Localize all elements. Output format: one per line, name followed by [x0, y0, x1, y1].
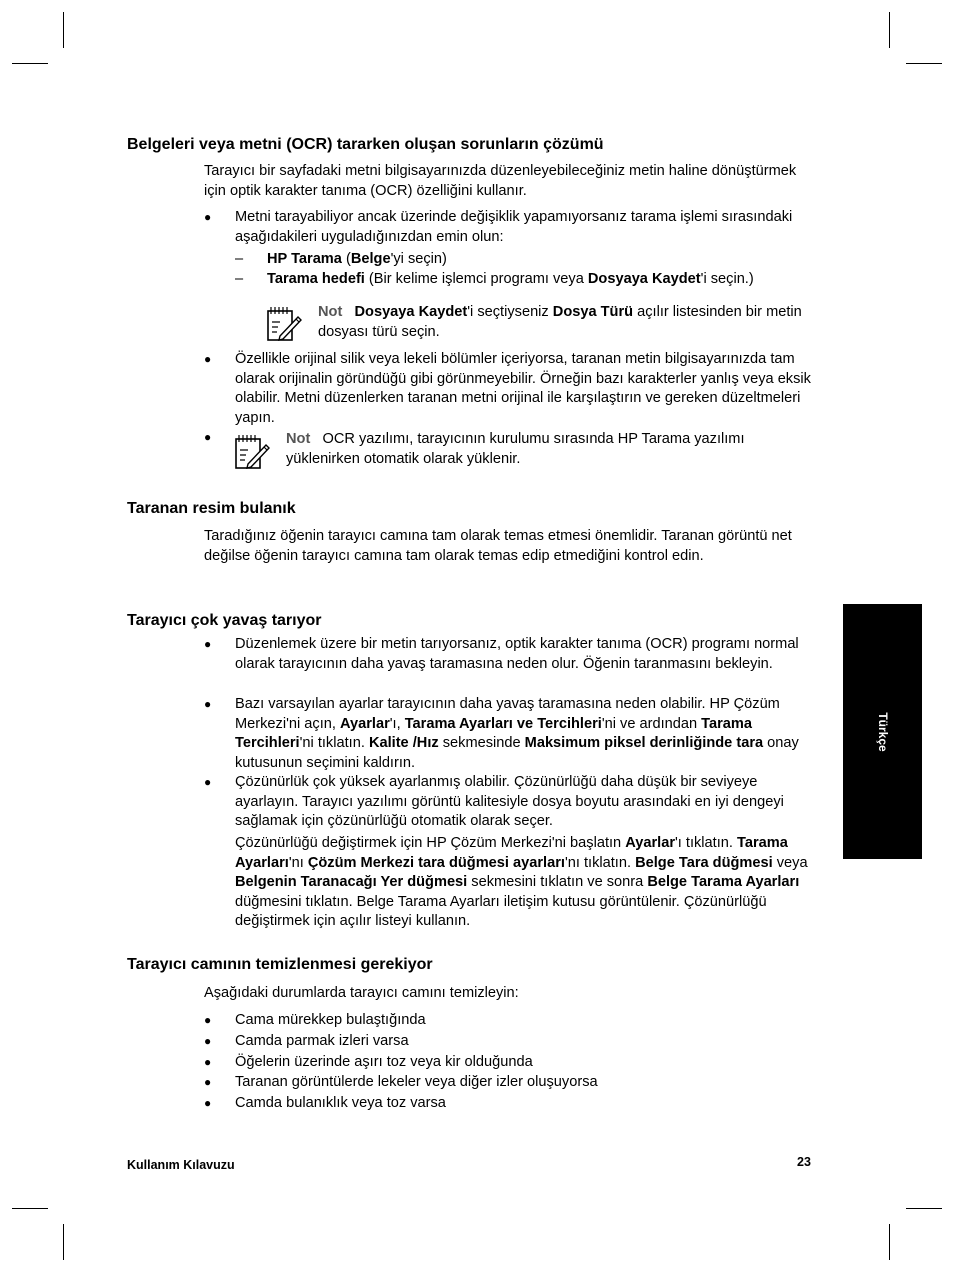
text-run: 'yi seçin) [390, 251, 447, 267]
ui-term: Maksimum piksel derinliğinde tara [524, 735, 764, 752]
bullet-text: Cama mürekkep bulaştığında [235, 1012, 426, 1028]
text-run: 'ni ve ardından [601, 715, 702, 732]
ui-term: Çözüm Merkezi tara düğmesi ayarları [307, 854, 565, 871]
text-run: 'ni tıklatın. [299, 735, 369, 752]
text-run: sekmesini tıklatın ve sonra [467, 874, 648, 891]
footer-title: Kullanım Kılavuzu [127, 1158, 235, 1172]
section-heading-clean: Tarayıcı camının temizlenmesi gerekiyor [127, 956, 433, 973]
text-run: düğmesini tıklatın. Belge Tarama Ayarları iletişim kutusu görüntülenir. Çözünürlüğü değiştirmek için açılır listeyi kullanın. [235, 893, 767, 930]
bullet-icon: ● [204, 1034, 212, 1048]
ui-term: Tarama Ayarları ve Tercihleri [404, 715, 602, 732]
page-number: 23 [797, 1155, 811, 1169]
language-side-tab [843, 604, 922, 859]
text-run: veya [772, 854, 808, 871]
bullet-continuation [235, 834, 815, 932]
section-intro-ocr: Tarayıcı bir sayfadaki metni bilgisayarınızda düzenleyebileceğiniz metin haline dönüştürmek için optik karakter tanıma (OCR) özelliğini kullanır. [204, 163, 797, 199]
sub-item-text [267, 250, 817, 270]
ui-term: Kalite /Hız [368, 735, 439, 752]
note-icon [266, 306, 302, 342]
sub-item-text [267, 270, 817, 290]
bullet-icon: ● [204, 210, 212, 224]
ui-term: Belge Tarama Ayarları [647, 874, 800, 891]
bullet-text: Düzenlemek üzere bir metin tarıyorsanız, optik karakter tanıma (OCR) programı normal olarak tarayıcının daha yavaş taramasına neden olur. Öğenin taranmasını bekleyin. [235, 636, 799, 672]
language-tab-label: Türkçe [876, 712, 890, 752]
note-label: Not [286, 431, 311, 447]
text-run: 'nı tıklatın. [564, 854, 636, 871]
ui-term: Dosyaya Kaydet [354, 304, 468, 320]
text-run: 'i seçtiyseniz [467, 304, 553, 320]
text-run: 'nı [288, 854, 308, 871]
bullet-icon: ● [204, 1075, 212, 1089]
section-heading-blurry: Taranan resim bulanık [127, 500, 296, 517]
ui-term: Belge Tara düğmesi [635, 854, 773, 871]
bullet-text: Metni tarayabiliyor ancak üzerinde değişiklik yapamıyorsanız tarama işlemi sırasındaki aşağıdakileri uyguladığınızdan emin olun: [235, 209, 793, 245]
bullet-text: Öğelerin üzerinde aşırı toz veya kir olduğunda [235, 1054, 533, 1070]
ui-term: Dosya Türü [552, 304, 634, 320]
ui-term: Belgenin Taranacağı Yer düğmesi [235, 874, 468, 891]
ui-term: Ayarlar [339, 715, 390, 732]
bullet-icon: ● [204, 352, 212, 366]
section-heading-ocr: Belgeleri veya metni (OCR) tararken oluşan sorunların çözümü [127, 136, 604, 153]
text-run: açılır listesinden bir metin dosyası türü seçin. [318, 304, 802, 340]
section-intro-blurry: Taradığınız öğenin tarayıcı camına tam olarak temas etmesi önemlidir. Taranan görüntü net değilse öğenin tarayıcı camına tam olarak temas edip etmediğini kontrol edin. [204, 528, 792, 564]
bullet-text: Çözünürlük çok yüksek ayarlanmış olabilir. Çözünürlüğü daha düşük bir seviyeye ayarlayın. Tarayıcı yazılımı görüntü kalitesiyle dosya boyutu arasındaki en iyi dengeyi sağlamak için çözünürlüğü otomatik olarak seçer. [235, 774, 784, 830]
ui-term: HP Tarama [267, 251, 342, 267]
dash-icon: – [235, 251, 244, 267]
ui-term: Belge [350, 251, 391, 267]
text-run: OCR yazılımı, tarayıcının kurulumu sırasında HP Tarama yazılımı yüklenirken otomatik olarak yüklenir. [286, 431, 745, 467]
bullet-text: Camda bulanıklık veya toz varsa [235, 1095, 446, 1111]
text-run: sekmesinde [438, 735, 525, 752]
bullet-text: Özellikle orijinal silik veya lekeli bölümler içeriyorsa, taranan metin bilgisayarınızda tam olarak orijinalin göründüğü gibi görünmeyebilir. Örneğin bazı karakterler yanlış veya eksik olabilir. Metni düzenlerken taranan metni orijinal ile karşılaştırın ve gereken düzeltmeleri yapın. [235, 351, 811, 426]
bullet-icon: ● [204, 775, 212, 789]
bullet-icon: ● [204, 697, 212, 711]
text-run: 'ı, [389, 715, 405, 732]
ui-term: Tarama hedefi [267, 271, 365, 287]
text-run: 'i seçin.) [700, 271, 754, 287]
text-run: ( [341, 251, 351, 267]
note-icon [234, 434, 270, 470]
bullet-text: Camda parmak izleri varsa [235, 1033, 409, 1049]
text-run: onay kutusunun seçimini kaldırın. [235, 735, 799, 771]
section-heading-slow: Tarayıcı çok yavaş tarıyor [127, 612, 322, 629]
text-run: 'ı tıklatın. [675, 835, 737, 851]
bullet-icon: ● [204, 1096, 212, 1110]
ui-term: Tarama Ayarları [235, 835, 788, 871]
bullet-icon: ● [204, 1055, 212, 1069]
bullet-icon: ● [204, 1013, 212, 1027]
section-intro-clean: Aşağıdaki durumlarda tarayıcı camını temizleyin: [204, 985, 519, 1001]
ui-term: Ayarlar [625, 835, 675, 851]
bullet-text: Taranan görüntülerde lekeler veya diğer izler oluşuyorsa [235, 1074, 598, 1090]
ui-term: Tarama Tercihleri [235, 715, 753, 752]
bullet-icon: ● [204, 430, 212, 444]
bullet-icon: ● [204, 637, 212, 651]
note-label: Not [318, 304, 343, 320]
note-text [286, 430, 813, 469]
dash-icon: – [235, 271, 244, 287]
note-text [318, 303, 813, 342]
bullet-text [235, 695, 813, 773]
ui-term: Dosyaya Kaydet [587, 271, 701, 287]
text-run: Çözünürlüğü değiştirmek için HP Çözüm Merkezi'ni başlatın [235, 835, 626, 851]
text-run: (Bir kelime işlemci programı veya [364, 271, 588, 287]
text-run: Bazı varsayılan ayarlar tarayıcının daha yavaş taramasına neden olabilir. HP Çözüm Merkezi'ni açın, [235, 696, 780, 732]
